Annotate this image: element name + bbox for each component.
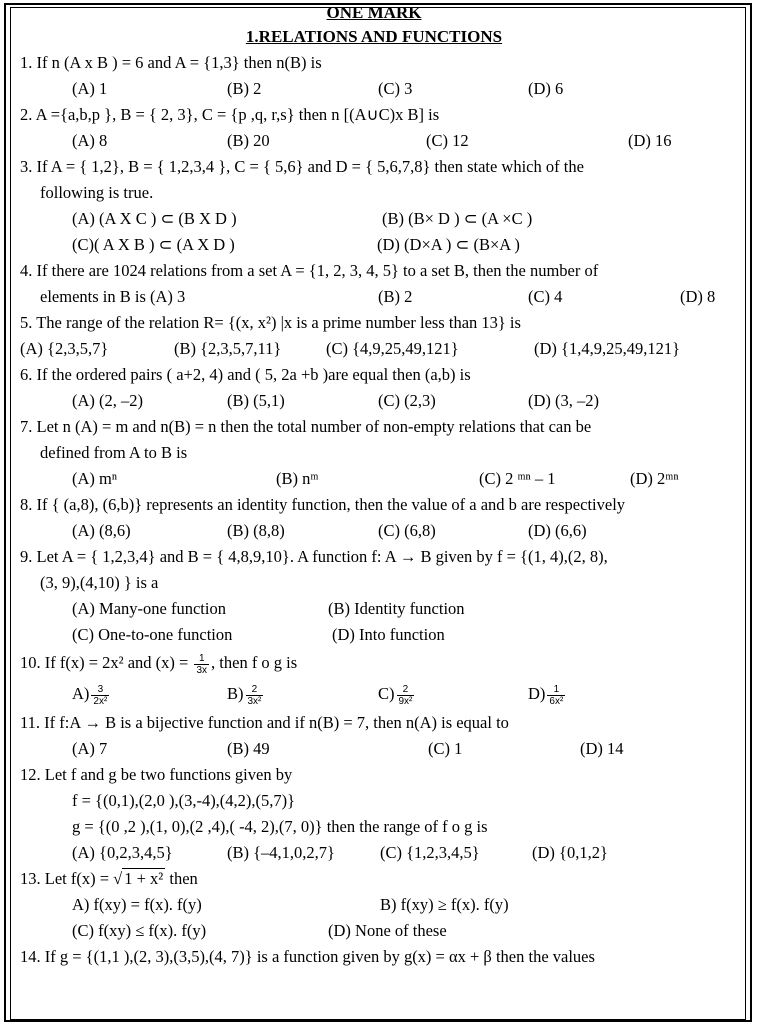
question-11: 11. If f:A → B is a bijective function and if n(B) = 7, then n(A) is equal to	[20, 713, 509, 732]
option-c: (C)( A X B ) ⊂ (A X D )	[72, 235, 235, 254]
question-13-text-end: then	[165, 869, 198, 888]
page-title: ONE MARK	[326, 3, 422, 22]
option-c: (C) 12	[426, 131, 469, 150]
option-b: (B) {2,3,5,7,11}	[174, 339, 282, 358]
question-3-continued: following is true.	[40, 183, 154, 202]
question-9-options-row1	[20, 596, 748, 622]
question-sheet	[20, 2, 748, 970]
square-root-expression: √ 1 + x²	[113, 869, 164, 888]
option-c: (C) 1	[428, 739, 463, 758]
option-b: (B) (5,1)	[227, 391, 285, 410]
option-b: (B) 2	[227, 79, 262, 98]
option-d: D) $\frac{1}{\text{6x²}}$	[528, 683, 564, 707]
question-3-options-row2	[20, 232, 748, 258]
option-c: (C) {1,2,3,4,5}	[380, 843, 480, 862]
question-1-options	[20, 76, 748, 102]
option-b: (B) Identity function	[328, 599, 465, 618]
question-5: 5. The range of the relation R= {(x, x²) |x is a prime number less than 13} is	[20, 313, 521, 332]
option-d: (D) (3, –2)	[528, 391, 600, 410]
option-c: (C) (2,3)	[378, 391, 436, 410]
option-c: (C) 3	[378, 79, 413, 98]
option-d: (D) Into function	[332, 625, 445, 644]
option-b: B) $\frac{2}{\text{3x²}}$	[227, 683, 262, 707]
question-2: 2. A ={a,b,p }, B = { 2, 3}, C = {p ,q, r,s} then n [(A∪C)x B] is	[20, 105, 440, 124]
question-4: 4. If there are 1024 relations from a set A = {1, 2, 3, 4, 5} to a set B, then the number of	[20, 261, 599, 280]
question-4-continued: elements in B is (A) 3	[40, 287, 186, 306]
question-3: 3. If A = { 1,2}, B = { 1,2,3,4 }, C = { 5,6} and D = { 5,6,7,8} then state which of the	[20, 157, 584, 176]
option-a: (A) mⁿ	[72, 469, 118, 488]
option-b: B) f(xy) ≥ f(x). f(y)	[380, 895, 509, 914]
question-2-options	[20, 128, 748, 154]
fraction-one-over-3x: $\frac{1}{3x}$	[196, 652, 208, 676]
question-5-options	[20, 336, 748, 362]
question-8: 8. If { (a,8), (6,b)} represents an identity function, then the value of a and b are respectively	[20, 495, 626, 514]
option-a: (A) (8,6)	[72, 521, 131, 540]
question-10-options	[20, 678, 748, 710]
option-c: (C) 2 ᵐⁿ – 1	[479, 469, 556, 488]
option-c: C) $\frac{2}{\text{9x²}}$	[378, 683, 413, 707]
option-a: A) $\frac{3}{\text{2x²}}$	[72, 683, 108, 707]
option-d: (D) (6,6)	[528, 521, 587, 540]
question-10-text-end: , then f o g is	[211, 653, 298, 672]
option-b: (B) 20	[227, 131, 270, 150]
option-d: (D) 6	[528, 79, 564, 98]
question-9-continued: (3, 9),(4,10) } is a	[40, 573, 159, 592]
option-a: (A) Many-one function	[72, 599, 226, 618]
option-c: (C) One-to-one function	[72, 625, 233, 644]
question-12-f-definition: f = {(0,1),(2,0 ),(3,-4),(4,2),(5,7)}	[72, 791, 296, 810]
question-4-options	[20, 284, 748, 310]
question-7-continued: defined from A to B is	[40, 443, 188, 462]
question-12: 12. Let f and g be two functions given by	[20, 765, 293, 784]
option-d: (D) None of these	[328, 921, 447, 940]
option-a: (A) 1	[72, 79, 108, 98]
question-9: 9. Let A = { 1,2,3,4} and B = { 4,8,9,10}. A function f: A → B given by f = {(1, 4),(2, 8),	[20, 547, 608, 566]
question-13-options-row1	[20, 892, 748, 918]
question-8-options	[20, 518, 748, 544]
option-d: (D) {0,1,2}	[532, 843, 608, 862]
option-a: (A) {2,3,5,7}	[20, 339, 109, 358]
question-13	[20, 866, 748, 892]
option-b: (B) (8,8)	[227, 521, 285, 540]
question-10	[20, 648, 748, 678]
option-a: A) f(xy) = f(x). f(y)	[72, 895, 202, 914]
option-b: (B) nᵐ	[276, 469, 319, 488]
question-9-options-row2	[20, 622, 748, 648]
option-a: (A) 7	[72, 739, 108, 758]
option-b: (B) 2	[378, 287, 413, 306]
question-6-options	[20, 388, 748, 414]
option-b: (B) (B× D ) ⊂ (A ×C )	[382, 209, 533, 228]
option-d: (D) 8	[680, 287, 716, 306]
option-c: (C) {4,9,25,49,121}	[326, 339, 459, 358]
option-b: (B) {–4,1,0,2,7}	[227, 843, 335, 862]
option-c: (C) 4	[528, 287, 563, 306]
option-a: (A) (2, –2)	[72, 391, 144, 410]
question-12-options	[20, 840, 748, 866]
question-10-text: 10. If f(x) = 2x² and (x) =	[20, 653, 193, 672]
question-1: 1. If n (A x B ) = 6 and A = {1,3} then n(B) is	[20, 53, 322, 72]
question-13-text: 13. Let f(x) =	[20, 869, 114, 888]
option-a: (A) (A X C ) ⊂ (B X D )	[72, 209, 237, 228]
option-c: (C) f(xy) ≤ f(x). f(y)	[72, 921, 207, 940]
option-d: (D) 16	[628, 131, 672, 150]
question-6: 6. If the ordered pairs ( a+2, 4) and ( 5, 2a +b )are equal then (a,b) is	[20, 365, 471, 384]
question-7-options	[20, 466, 748, 492]
question-11-options	[20, 736, 748, 762]
option-d: (D) 14	[580, 739, 624, 758]
question-14: 14. If g = {(1,1 ),(2, 3),(3,5),(4, 7)} is a function given by g(x) = αx + β then the values	[20, 947, 595, 966]
option-a: (A) {0,2,3,4,5}	[72, 843, 173, 862]
question-13-options-row2	[20, 918, 748, 944]
option-d: (D) 2ᵐⁿ	[630, 469, 679, 488]
question-3-options-row1	[20, 206, 748, 232]
question-7: 7. Let n (A) = m and n(B) = n then the total number of non-empty relations that can be	[20, 417, 592, 436]
option-d: (D) (D×A ) ⊂ (B×A )	[377, 235, 520, 254]
option-a: (A) 8	[72, 131, 108, 150]
option-b: (B) 49	[227, 739, 270, 758]
option-c: (C) (6,8)	[378, 521, 436, 540]
question-12-g-definition: g = {(0 ,2 ),(1, 0),(2 ,4),( -4, 2),(7, 0)} then the range of f o g is	[72, 817, 488, 836]
option-d: (D) {1,4,9,25,49,121}	[534, 339, 680, 358]
chapter-title: 1.RELATIONS AND FUNCTIONS	[245, 27, 503, 46]
